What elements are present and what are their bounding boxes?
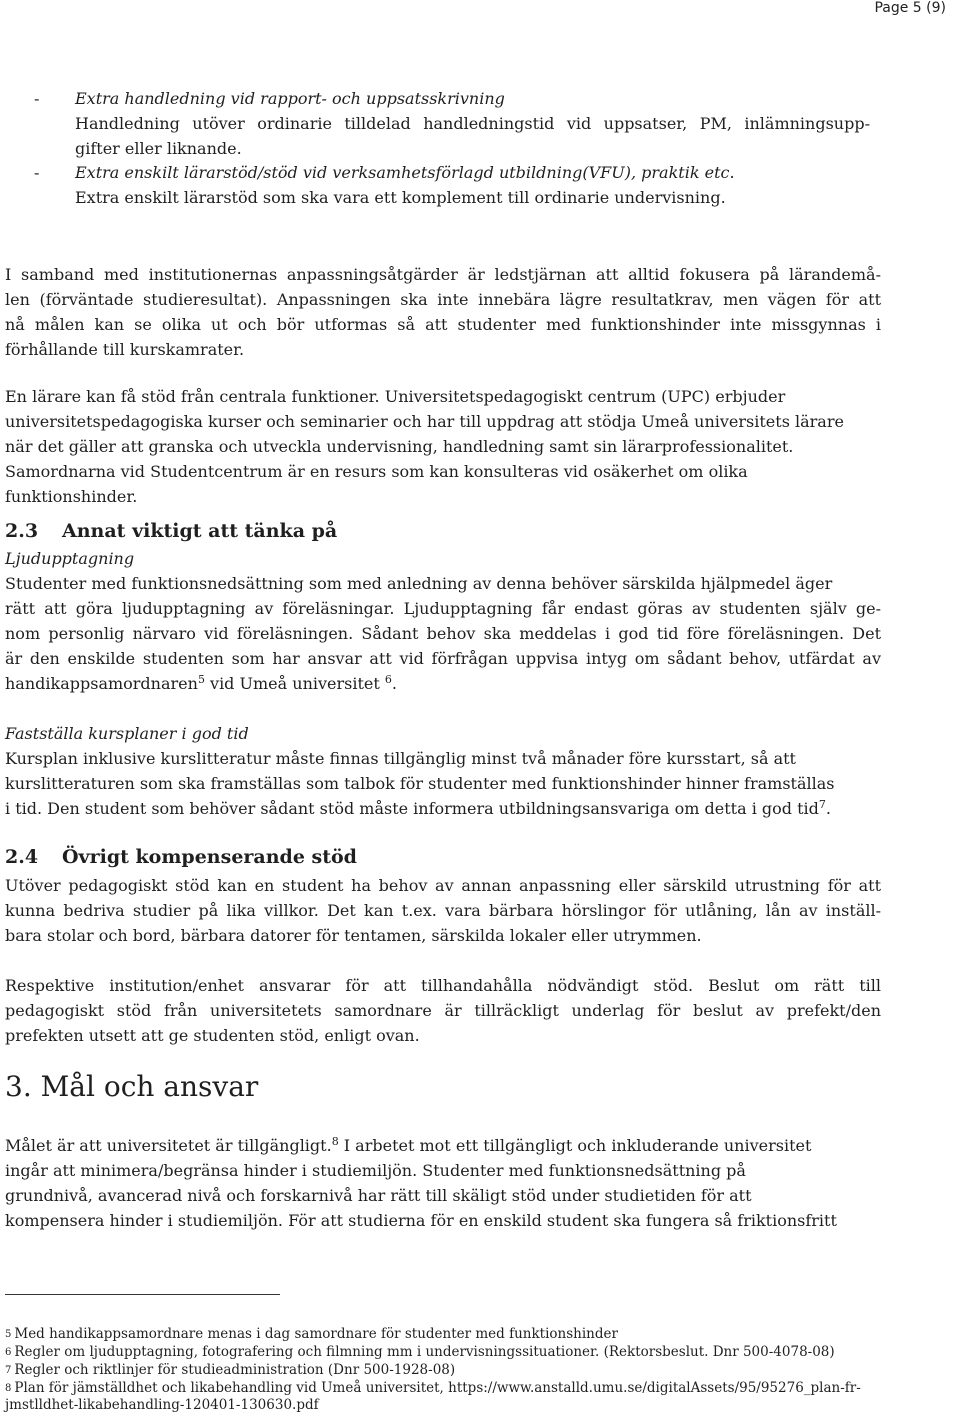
text-fragment: .: [391, 674, 397, 693]
text-line: Samordnarna vid Studentcentrum är en resurs som kan konsulteras vid osäkerhet om olika: [5, 462, 748, 481]
footnote-text: Regler om ljudupptagning, fotografering och filmning mm i undervisningssituationer. (Rektorsbeslut. Dnr 500-4078-08): [14, 1344, 835, 1360]
text-line: Handledning utöver ordinarie tilldelad handledningstid vid uppsatser, PM, inlämningsupp-: [75, 114, 870, 133]
footnote-text: Plan för jämställdhet och likabehandling vid Umeå universitet, https://www.anstalld.umu.se/digitalAssets/95/95276_plan-fr-: [14, 1380, 861, 1396]
text-line: rätt att göra ljudupptagning av föreläsningar. Ljudupptagning får endast göras av studenten själv ge-: [5, 599, 881, 618]
text-fragment: i tid. Den student som behöver sådant stöd måste informera utbildningsansvariga om detta i god tid: [5, 799, 819, 818]
text-fragment: .: [825, 799, 831, 818]
text-line: kompensera hinder i studiemiljön. För att studierna för en enskild student ska fungera så friktionsfritt: [5, 1211, 837, 1230]
list-dash: -: [34, 163, 40, 182]
text-line: nom personlig närvaro vid föreläsningen. Sådant behov ska meddelas i god tid före föreläsningen. Det: [5, 624, 881, 643]
text-line: bara stolar och bord, bärbara datorer för tentamen, särskilda lokaler eller utrymmen.: [5, 926, 702, 945]
text-line: I samband med institutionernas anpassningsåtgärder är ledstjärnan att alltid fokusera på lärandemå-: [5, 265, 881, 284]
text-line: gifter eller liknande.: [75, 139, 242, 158]
text-line: Extra enskilt lärarstöd som ska vara ett komplement till ordinarie undervisning.: [75, 188, 726, 207]
text-line: kurslitteraturen som ska framställas som talbok för studenter med funktionshinder hinner framställas: [5, 774, 835, 793]
text-line: grundnivå, avancerad nivå och forskarnivå har rätt till skäligt stöd under studietiden för att: [5, 1186, 752, 1205]
footnote-text: Med handikappsamordnare menas i dag samordnare för studenter med funktionshinder: [14, 1326, 618, 1342]
section-heading: [5, 846, 357, 868]
paragraph: [5, 873, 881, 948]
text-line: nå målen kan se olika ut och bör utformas så att studenter med funktionshinder inte missgynnas i: [5, 315, 881, 334]
subsection-ljudupptagning: [5, 546, 881, 696]
text-fragment: Målet är att universitetet är tillgängligt.: [5, 1136, 332, 1155]
text-fragment: vid Umeå universitet: [204, 674, 385, 693]
paragraph: [5, 973, 881, 1048]
section-heading: [5, 520, 337, 542]
text-line: ingår att minimera/begränsa hinder i studiemiljön. Studenter med funktionsnedsättning på: [5, 1161, 746, 1180]
subsection-title: Ljudupptagning: [5, 549, 135, 568]
section-number: 2.4: [5, 846, 39, 868]
section-number: 2.3: [5, 520, 39, 542]
chapter-heading: 3. Mål och ansvar: [5, 1070, 259, 1103]
text-line: Studenter med funktionsnedsättning som med anledning av denna behöver särskilda hjälpmedel äger: [5, 574, 833, 593]
text-line: prefekten utsett att ge studenten stöd, enligt ovan.: [5, 1026, 420, 1045]
paragraph: [5, 1133, 881, 1233]
footnote-text-continued: jmstlldhet-likabehandling-120401-130630.pdf: [5, 1397, 319, 1413]
paragraph: [5, 384, 881, 509]
footnote: [5, 1380, 905, 1414]
footnote: [5, 1362, 905, 1379]
text-line: är den enskilde studenten som har ansvar att vid förfrågan uppvisa intyg om sådant behov, utfärdat av: [5, 649, 881, 668]
text-fragment: I arbetet mot ett tillgängligt och inkluderande universitet: [338, 1136, 812, 1155]
text-line: pedagogiskt stöd från universitetets samordnare är tillräckligt underlag för beslut av prefekt/den: [5, 1001, 881, 1020]
text-line: förhållande till kurskamrater.: [5, 340, 245, 359]
text-line: Kursplan inklusive kurslitteratur måste finnas tillgänglig minst två månader före kursstart, så att: [5, 749, 796, 768]
list-item-title: Extra handledning vid rapport- och uppsatsskrivning: [75, 89, 505, 108]
footnote-number: 6: [5, 1347, 12, 1358]
footnote-ref: 5: [197, 673, 205, 686]
footnote-separator: [5, 1294, 280, 1295]
text-line: Utöver pedagogiskt stöd kan en student ha behov av annan anpassning eller särskild utrustning för att: [5, 876, 881, 895]
paragraph: [5, 262, 881, 362]
footnote-ref: 8: [331, 1135, 339, 1148]
footnote: [5, 1326, 905, 1343]
footnote: [5, 1344, 905, 1361]
text-line: len (förväntade studieresultat). Anpassningen ska inte innebära lägre resultatkrav, men vägen för att: [5, 290, 881, 309]
list-dash: -: [34, 89, 40, 108]
footnote-number: 7: [5, 1365, 12, 1376]
footnote-ref: 6: [384, 673, 392, 686]
section-title: Annat viktigt att tänka på: [62, 520, 338, 542]
footnote-number: 8: [5, 1383, 12, 1394]
page-number: Page 5 (9): [874, 0, 946, 16]
footnote-number: 5: [5, 1329, 12, 1340]
footnote-text: Regler och riktlinjer för studieadministration (Dnr 500-1928-08): [14, 1362, 456, 1378]
text-line: när det gäller att granska och utveckla undervisning, handledning samt sin lärarprofessionalitet.: [5, 437, 794, 456]
section-title: Övrigt kompenserande stöd: [62, 846, 357, 868]
text-line: universitetspedagogiska kurser och seminarier och har till uppdrag att stödja Umeå universitets lärare: [5, 412, 844, 431]
list-item-title: Extra enskilt lärarstöd/stöd vid verksamhetsförlagd utbildning(VFU), praktik etc.: [75, 163, 735, 182]
footnote-ref: 7: [818, 798, 826, 811]
subsection-kursplaner: [5, 721, 881, 821]
subsection-title: Fastställa kursplaner i god tid: [5, 724, 249, 743]
text-line: [5, 671, 881, 696]
text-line: funktionshinder.: [5, 487, 138, 506]
text-line: En lärare kan få stöd från centrala funktioner. Universitetspedagogiskt centrum (UPC) erbjuder: [5, 387, 786, 406]
text-line: Respektive institution/enhet ansvarar för att tillhandahålla nödvändigt stöd. Beslut om rätt till: [5, 976, 881, 995]
text-line: kunna bedriva studier på lika villkor. Det kan t.ex. vara bärbara hörslingor för utlåning, lån av inställ-: [5, 901, 881, 920]
text-line: [5, 796, 881, 821]
text-line: [5, 1133, 881, 1158]
text-fragment: handikappsamordnaren: [5, 674, 198, 693]
